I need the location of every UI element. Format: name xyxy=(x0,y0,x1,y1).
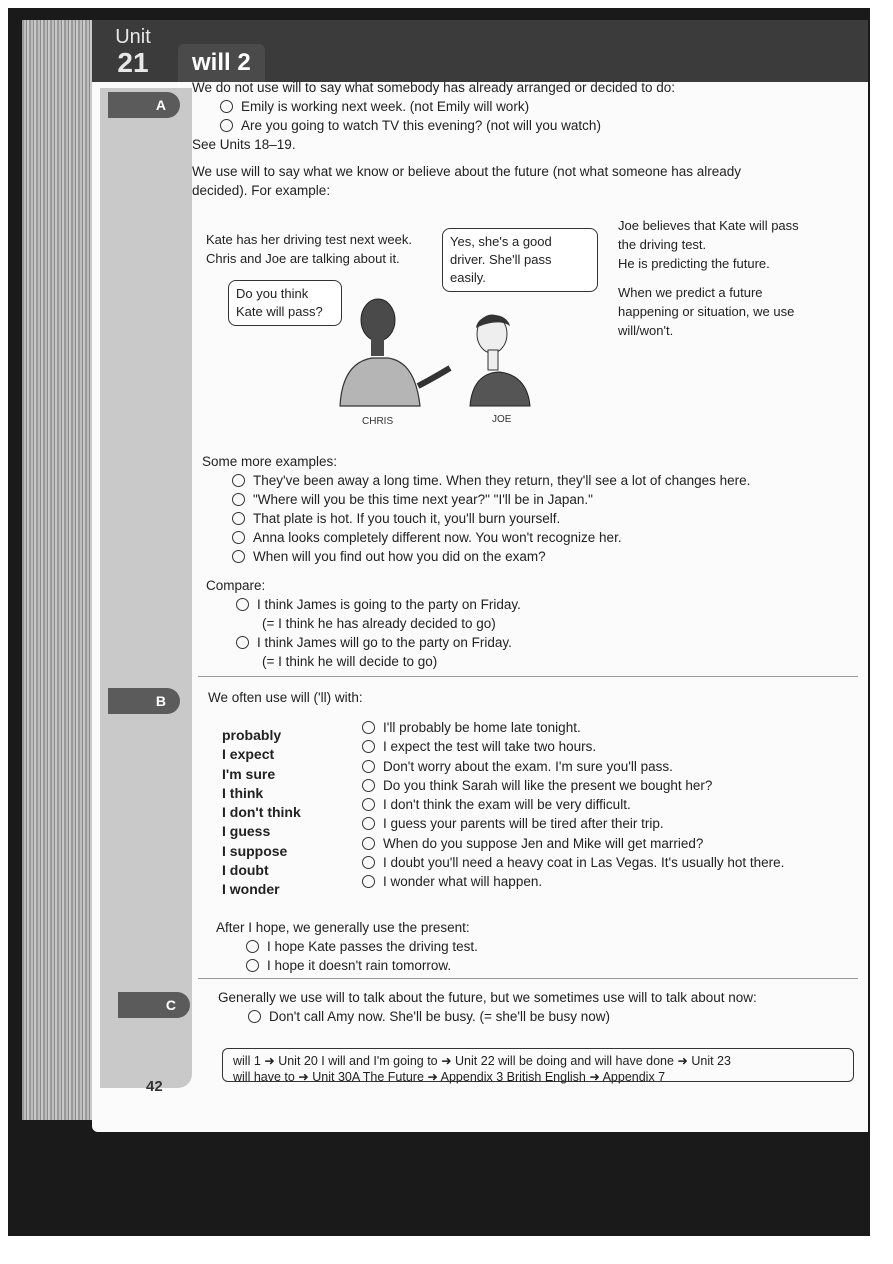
side-text-2: He is predicting the future. xyxy=(618,256,770,271)
sec-b-examples xyxy=(362,718,832,892)
hope-block xyxy=(216,918,776,975)
speech-bubble-chris: Do you think Kate will pass? xyxy=(228,280,342,326)
example-item xyxy=(232,509,822,528)
example-item xyxy=(232,528,822,547)
section-c-content xyxy=(218,988,838,1026)
example-item xyxy=(362,737,832,756)
speech-bubble-joe: Yes, she's a good driver. She'll pass easily. xyxy=(442,228,598,292)
checkbox-icon[interactable] xyxy=(362,856,375,869)
see-units: See Units 18–19. xyxy=(192,137,296,152)
checkbox-icon[interactable] xyxy=(362,760,375,773)
side-text-3: When we predict a future happening or situation, we use will/won't. xyxy=(618,285,795,338)
checkbox-icon[interactable] xyxy=(232,474,245,487)
word-item: I suppose xyxy=(222,842,288,859)
example-item xyxy=(236,595,766,614)
more-examples xyxy=(202,452,822,566)
example-item xyxy=(362,834,832,853)
sec-b-intro: We often use will ('ll) with: xyxy=(208,690,363,705)
section-a-intro xyxy=(192,78,792,200)
label-chris: CHRIS xyxy=(362,416,394,427)
compare-heading: Compare: xyxy=(206,578,266,593)
example-text: "Where will you be this time next year?" "I'll be in Japan." xyxy=(253,492,593,507)
example-text: Do you think Sarah will like the present we bought her? xyxy=(383,777,713,793)
example-text: Don't worry about the exam. I'm sure you'll pass. xyxy=(383,758,673,774)
example-text: When do you suppose Jen and Mike will get married? xyxy=(383,835,704,851)
will-words-list xyxy=(222,726,301,900)
example-item xyxy=(248,1007,838,1026)
sec-c-paragraph: Generally we use will to talk about the future, but we sometimes use will to talk about now: xyxy=(218,990,757,1005)
word-item: I guess xyxy=(222,823,271,840)
example-text: They've been away a long time. When they return, they'll see a lot of changes here. xyxy=(253,473,751,488)
example-text: I think James will go to the party on Friday. xyxy=(257,635,512,650)
example-text: Anna looks completely different now. You won't recognize her. xyxy=(253,530,622,545)
hope-heading: After I hope, we generally use the present: xyxy=(216,920,470,935)
example-item xyxy=(246,956,776,975)
example-item xyxy=(236,633,766,652)
checkbox-icon[interactable] xyxy=(236,636,249,649)
example-item xyxy=(246,937,776,956)
cross-reference-box xyxy=(222,1048,854,1082)
checkbox-icon[interactable] xyxy=(232,531,245,544)
compare-note-1: (= I think he has already decided to go) xyxy=(262,616,496,631)
checkbox-icon[interactable] xyxy=(232,550,245,563)
example-item xyxy=(362,776,832,795)
example-text: I guess your parents will be tired after their trip. xyxy=(383,816,664,832)
example-text: Emily is working next week. (not Emily will work) xyxy=(241,99,530,114)
word-item: I think xyxy=(222,784,264,801)
cross-reference-line[interactable]: will have to ➜ Unit 30A The Future ➜ Appendix 3 British English ➜ Appendix 7 xyxy=(233,1070,666,1084)
checkbox-icon[interactable] xyxy=(236,598,249,611)
example-text: I don't think the exam will be very difficult. xyxy=(383,797,631,813)
example-text: I expect the test will take two hours. xyxy=(383,739,597,755)
example-text: I hope it doesn't rain tomorrow. xyxy=(267,958,452,973)
sidebar-band xyxy=(100,88,192,1088)
example-item xyxy=(232,490,822,509)
word-item: probably xyxy=(222,727,282,743)
word-item: I doubt xyxy=(222,862,269,879)
compare-note-2: (= I think he will decide to go) xyxy=(262,654,438,669)
example-item xyxy=(362,853,832,872)
example-item xyxy=(232,471,822,490)
chris-joe-illustration xyxy=(330,288,540,412)
section-divider xyxy=(198,676,858,677)
example-text: I wonder what will happen. xyxy=(383,874,543,890)
book-page-edges xyxy=(22,20,100,1120)
word-item: I wonder xyxy=(222,881,280,898)
example-item xyxy=(362,795,832,814)
checkbox-icon[interactable] xyxy=(246,940,259,953)
checkbox-icon[interactable] xyxy=(362,779,375,792)
sec-a-p2: We use will to say what we know or believe about the future (not what someone has already decided). For example: xyxy=(192,164,742,198)
checkbox-icon[interactable] xyxy=(362,837,375,850)
checkbox-icon[interactable] xyxy=(362,875,375,888)
word-item: I'm sure xyxy=(222,765,276,782)
example-text: I doubt you'll need a heavy coat in Las Vegas. It's usually hot there. xyxy=(383,855,785,871)
page-title: will 2 xyxy=(178,44,265,82)
example-text: Are you going to watch TV this evening? (not will you watch) xyxy=(241,118,601,133)
side-explanation xyxy=(618,216,813,340)
checkbox-icon[interactable] xyxy=(362,817,375,830)
side-text-1: Joe believes that Kate will pass the driving test. xyxy=(618,218,799,252)
section-b-label: B xyxy=(108,688,180,714)
more-examples-heading: Some more examples: xyxy=(202,454,338,469)
example-item xyxy=(362,757,832,776)
example-text: I'll probably be home late tonight. xyxy=(383,720,581,735)
story-text: Kate has her driving test next week. Chris and Joe are talking about it. xyxy=(206,232,412,266)
section-a-label: A xyxy=(108,92,180,118)
unit-label: Unit xyxy=(115,26,151,48)
label-joe: JOE xyxy=(492,414,512,425)
example-item xyxy=(362,718,832,737)
unit-number: 21 xyxy=(117,47,149,78)
compare-block xyxy=(206,576,766,671)
checkbox-icon[interactable] xyxy=(232,512,245,525)
checkbox-icon[interactable] xyxy=(362,798,375,811)
example-item xyxy=(362,872,832,891)
example-text: I hope Kate passes the driving test. xyxy=(267,939,478,954)
page-number: 42 xyxy=(146,1078,163,1095)
checkbox-icon[interactable] xyxy=(248,1010,261,1023)
checkbox-icon[interactable] xyxy=(220,119,233,132)
example-text: Don't call Amy now. She'll be busy. (= she'll be busy now) xyxy=(269,1009,611,1024)
checkbox-icon[interactable] xyxy=(220,100,233,113)
example-item xyxy=(220,116,792,135)
word-item: I expect xyxy=(222,746,275,763)
checkbox-icon[interactable] xyxy=(246,959,259,972)
example-text: I think James is going to the party on Friday. xyxy=(257,597,521,612)
section-divider xyxy=(198,978,858,979)
example-text: When will you find out how you did on the exam? xyxy=(253,549,546,564)
checkbox-icon[interactable] xyxy=(362,740,375,753)
word-item: I don't think xyxy=(222,804,301,821)
example-item xyxy=(362,814,832,833)
unit-tab xyxy=(96,22,170,82)
example-text: That plate is hot. If you touch it, you'll burn yourself. xyxy=(253,511,561,526)
cross-reference-line[interactable]: will 1 ➜ Unit 20 I will and I'm going to ➜ Unit 22 will be doing and will have done ➜ Unit 23 xyxy=(233,1054,731,1068)
example-item xyxy=(232,547,822,566)
section-c-label: C xyxy=(118,992,190,1018)
example-item xyxy=(220,97,792,116)
checkbox-icon[interactable] xyxy=(362,721,375,734)
sec-a-p1: We do not use will to say what somebody has already arranged or decided to do: xyxy=(192,80,676,95)
checkbox-icon[interactable] xyxy=(232,493,245,506)
